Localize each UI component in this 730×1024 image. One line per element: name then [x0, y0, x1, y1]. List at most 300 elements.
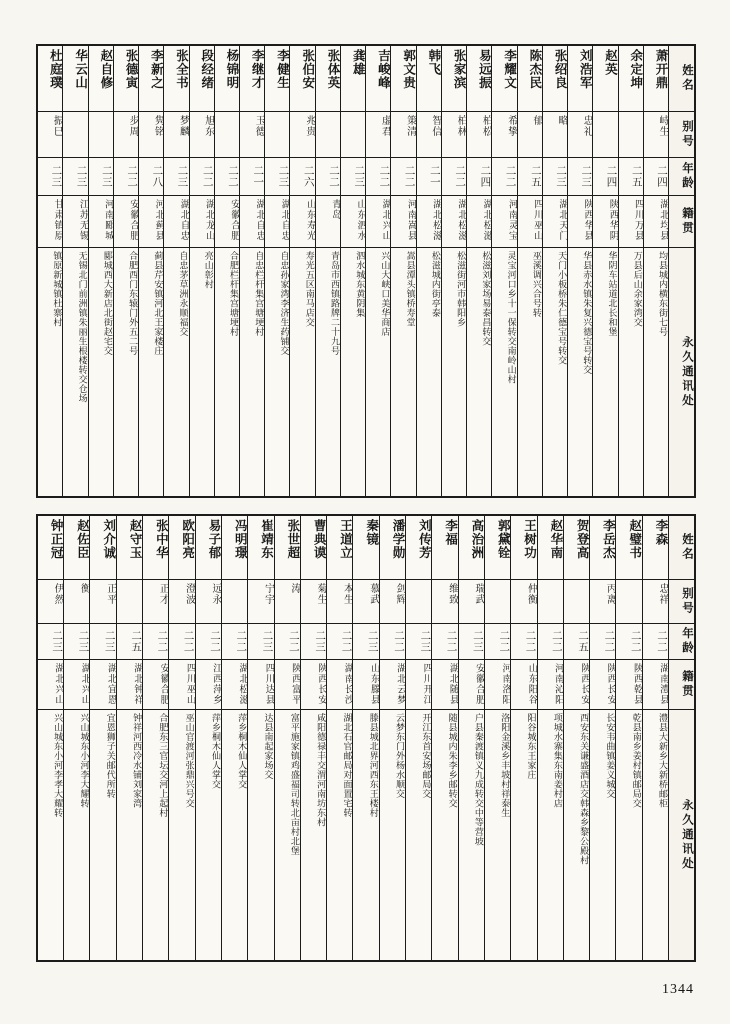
age-cell: 二八 [139, 158, 163, 196]
alias-cell: 步周 [114, 112, 138, 158]
origin-cell: 湖北均县 [644, 196, 668, 248]
alias-cell: 正才 [143, 580, 168, 624]
address-cell: 镇原新城镇杜寨村 [52, 251, 63, 327]
entry-column [163, 46, 188, 496]
name-cell: 余定坤 [619, 46, 643, 112]
origin-cell: 陕西长安 [590, 660, 615, 710]
entry-column [567, 46, 592, 496]
alias-cell: 略 [543, 112, 567, 158]
entry-column [88, 46, 113, 496]
age-cell: 二二 [222, 624, 247, 660]
address-cell: 松滋刘家场易泰昌转交 [481, 251, 492, 346]
origin-cell: 湖南长沙 [327, 660, 352, 710]
address-cell: 萍乡桐木仙人掌交 [237, 713, 248, 789]
age-cell: 二四 [593, 158, 617, 196]
entry-column [484, 516, 510, 960]
entry-column [38, 46, 62, 496]
origin-cell: 四川开江 [406, 660, 431, 710]
alias-cell [117, 580, 142, 624]
name-cell: 张德寅 [114, 46, 138, 112]
entry-column [458, 516, 484, 960]
entry-column [221, 516, 247, 960]
alias-cell: 宁宇 [248, 580, 273, 624]
alias-cell: 隽铭 [139, 112, 163, 158]
address-cell: 随县城内朱李乡邮转交 [447, 713, 458, 808]
address-cell: 兴山大峡口美华商店 [380, 251, 391, 337]
entry-column [416, 46, 441, 496]
address-cell: 华阴车站道北长和堡 [607, 251, 618, 337]
name-cell: 张绍良 [543, 46, 567, 112]
name-cell: 赵守玉 [117, 516, 142, 580]
age-cell: 二二 [196, 624, 221, 660]
address-cell: 合肥西门东辕门外五二号 [128, 251, 139, 356]
alias-cell [63, 112, 87, 158]
entry-column [300, 516, 326, 960]
alias-cell: 慕武 [353, 580, 378, 624]
address-cell: 华县赤水镇朱复兴德宝号转交 [582, 251, 593, 375]
age-cell: 二五 [518, 158, 542, 196]
origin-cell: 湖北兴山 [38, 660, 63, 710]
alias-header: 别号 [669, 112, 694, 158]
name-cell: 华云山 [63, 46, 87, 112]
entry-column [168, 516, 194, 960]
origin-cell: 河南郾城 [89, 196, 113, 248]
entry-column [365, 46, 390, 496]
age-cell: 二二 [169, 624, 194, 660]
address-cell: 松滋街河市韩阳乡 [456, 251, 467, 327]
age-cell: 二三 [64, 624, 89, 660]
address-cell: 泗水城东黄阴集 [355, 251, 366, 318]
alias-cell: 策清 [391, 112, 415, 158]
origin-cell: 江苏无锡 [63, 196, 87, 248]
origin-cell: 甘肃镇原 [38, 196, 62, 248]
age-cell: 二三 [459, 624, 484, 660]
address-cell: 项城水寨集东南姜村店 [552, 713, 563, 808]
entry-column [264, 46, 289, 496]
address-cell: 松滋城内街亭泰 [430, 251, 441, 318]
origin-cell: 山东寿光 [290, 196, 314, 248]
origin-cell: 湖北松滋 [417, 196, 441, 248]
name-cell: 张伯安 [290, 46, 314, 112]
age-cell: 二三 [63, 158, 87, 196]
age-cell: 二二 [432, 624, 457, 660]
entry-column [405, 516, 431, 960]
address-cell: 合肥东三官坛交河上起村 [158, 713, 169, 818]
age-cell: 二二 [485, 624, 510, 660]
name-cell: 王道立 [327, 516, 352, 580]
name-cell: 易子郁 [196, 516, 221, 580]
origin-cell: 四川巫山 [518, 196, 542, 248]
alias-cell: 峙生 [644, 112, 668, 158]
name-cell: 冯明璟 [222, 516, 247, 580]
age-cell: 二二 [114, 158, 138, 196]
name-cell: 刘介诚 [90, 516, 115, 580]
origin-cell: 湖北钟祥 [117, 660, 142, 710]
age-cell: 二二 [616, 624, 641, 660]
entry-column [537, 516, 563, 960]
alias-cell [593, 112, 617, 158]
entry-column [214, 46, 239, 496]
entry-column [195, 516, 221, 960]
origin-cell: 陕西长安 [564, 660, 589, 710]
address-cell: 兴山城东小河李孝大耀转 [53, 713, 64, 818]
alias-cell: 智信 [417, 112, 441, 158]
alias-cell: 梦麟 [164, 112, 188, 158]
age-cell: 二二 [643, 624, 668, 660]
name-cell: 李新之 [139, 46, 163, 112]
age-cell: 二四 [644, 158, 668, 196]
origin-cell: 安徽合肥 [459, 660, 484, 710]
address-cell: 兴山城东小河李大耀转 [79, 713, 90, 808]
name-cell: 赵佐臣 [64, 516, 89, 580]
age-cell: 二二 [366, 158, 390, 196]
age-cell: 二二 [380, 624, 405, 660]
origin-cell: 湖北天门 [543, 196, 567, 248]
name-cell: 李继才 [240, 46, 264, 112]
alias-cell: 正平 [90, 580, 115, 624]
entry-column [38, 516, 63, 960]
alias-cell: 衡 [64, 580, 89, 624]
directory-table-top [36, 44, 696, 498]
entry-column [517, 46, 542, 496]
age-cell: 二五 [619, 158, 643, 196]
entry-column [510, 516, 536, 960]
origin-cell: 河南沁阳 [538, 660, 563, 710]
entry-column [642, 516, 668, 960]
origin-cell: 河南嵩县 [391, 196, 415, 248]
address-cell: 郾城西大新店北街赵宅交 [102, 251, 113, 356]
name-cell: 郭黛铨 [485, 516, 510, 580]
alias-cell: 本生 [327, 580, 352, 624]
age-cell: 二三 [353, 624, 378, 660]
entry-column [390, 46, 415, 496]
alias-cell: 剑辉 [380, 580, 405, 624]
entry-column [431, 516, 457, 960]
entry-column [247, 516, 273, 960]
alias-cell: 希挚 [492, 112, 516, 158]
age-cell: 二一 [240, 158, 264, 196]
entry-column [352, 516, 378, 960]
address-cell: 阳谷城东王家庄 [526, 713, 537, 780]
name-cell: 曹典谟 [301, 516, 326, 580]
address-cell: 云梦东门外杨水顺交 [395, 713, 406, 799]
alias-cell [538, 580, 563, 624]
origin-cell: 陕西华县 [568, 196, 592, 248]
entry-column [116, 516, 142, 960]
name-cell: 张体英 [316, 46, 340, 112]
directory-table-bottom [36, 514, 696, 962]
entry-column [274, 516, 300, 960]
name-cell: 高治洲 [459, 516, 484, 580]
alias-cell: 丙离 [590, 580, 615, 624]
name-header: 姓名 [669, 46, 694, 112]
header-column [668, 516, 694, 960]
origin-cell: 河南灵宝 [492, 196, 516, 248]
alias-cell: 柏林 [442, 112, 466, 158]
age-cell: 二二 [511, 624, 536, 660]
alias-cell [89, 112, 113, 158]
alias-cell: 伊然 [38, 580, 63, 624]
entry-column [142, 516, 168, 960]
name-cell: 杨锦明 [215, 46, 239, 112]
origin-cell: 湖北兴山 [64, 660, 89, 710]
age-cell: 二三 [164, 158, 188, 196]
alias-cell: 兆贵 [290, 112, 314, 158]
age-cell: 二二 [215, 158, 239, 196]
name-cell: 陈杰民 [518, 46, 542, 112]
entry-column [618, 46, 643, 496]
alias-cell [564, 580, 589, 624]
alias-cell [215, 112, 239, 158]
address-cell: 钟祥河西冷水铺刘家湾 [132, 713, 143, 808]
origin-cell: 陕西乾县 [616, 660, 641, 710]
alias-cell: 忠祥 [643, 580, 668, 624]
age-cell: 二三 [543, 158, 567, 196]
alias-cell: 郁 [518, 112, 542, 158]
age-cell: 二二 [391, 158, 415, 196]
name-cell: 赵璧书 [616, 516, 641, 580]
age-cell: 二一 [417, 158, 441, 196]
address-cell: 均县城内横东街七号 [658, 251, 668, 337]
age-cell: 二五 [117, 624, 142, 660]
entry-column [239, 46, 264, 496]
age-cell: 二二 [190, 158, 214, 196]
address-cell: 万县后山余家湾交 [632, 251, 643, 327]
origin-cell: 山东阳谷 [511, 660, 536, 710]
origin-cell: 湖北随县 [432, 660, 457, 710]
entry-column [62, 46, 87, 496]
name-cell: 王树功 [511, 516, 536, 580]
address-cell: 澧县大新乡大新桥邮柜 [658, 713, 668, 808]
origin-cell: 陕西富平 [275, 660, 300, 710]
alias-cell: 忠礼 [568, 112, 592, 158]
address-cell: 自忠栏杆集宫塘埂村 [254, 251, 265, 337]
address-header: 永久通讯处 [681, 798, 693, 872]
origin-cell: 湖北松滋 [222, 660, 247, 710]
entry-column [466, 46, 491, 496]
origin-cell: 湖北云梦 [380, 660, 405, 710]
origin-cell: 四川万县 [619, 196, 643, 248]
origin-cell: 山东泗水 [341, 196, 365, 248]
alias-cell: 远永 [196, 580, 221, 624]
origin-cell: 湖南澧县 [643, 660, 668, 710]
age-cell: 二二 [442, 158, 466, 196]
name-cell: 李森 [643, 516, 668, 580]
entry-column [592, 46, 617, 496]
address-cell: 长安韦曲镇姜义城交 [605, 713, 616, 799]
entry-column [113, 46, 138, 496]
age-cell: 二二 [590, 624, 615, 660]
alias-cell [619, 112, 643, 158]
origin-cell: 青岛 [316, 196, 340, 248]
alias-cell: 澄波 [169, 580, 194, 624]
alias-cell [616, 580, 641, 624]
origin-cell: 安徽合肥 [114, 196, 138, 248]
age-cell: 二二 [275, 624, 300, 660]
address-header: 永久通讯处 [681, 335, 693, 409]
name-header: 姓名 [669, 516, 694, 580]
address-cell: 无锡北门前洲镇朱丽生根楼转交仓场 [77, 251, 88, 403]
entry-column [63, 516, 89, 960]
address-cell: 洛阳金溪乡丰坡村祥泰生 [500, 713, 511, 818]
age-cell: 二三 [248, 624, 273, 660]
alias-cell: 振巳 [38, 112, 62, 158]
age-cell: 二三 [265, 158, 289, 196]
alias-cell: 菊生 [301, 580, 326, 624]
entry-column [289, 46, 314, 496]
name-cell: 赵自修 [89, 46, 113, 112]
alias-cell [222, 580, 247, 624]
origin-cell: 四川巫山 [169, 660, 194, 710]
age-cell: 二二 [327, 624, 352, 660]
entry-column [138, 46, 163, 496]
origin-cell: 湖北兴山 [366, 196, 390, 248]
origin-cell: 陕西华阴 [593, 196, 617, 248]
origin-cell: 湖北自忠 [265, 196, 289, 248]
name-cell: 秦镜 [353, 516, 378, 580]
address-cell: 自忠茅草洲永顺福交 [178, 251, 189, 337]
address-cell: 寿光五区南马店交 [304, 251, 315, 327]
age-cell: 二四 [467, 158, 491, 196]
address-cell: 自忠孙家湾李济生药铺交 [279, 251, 290, 356]
origin-cell: 河北蓟县 [139, 196, 163, 248]
name-cell: 张家滨 [442, 46, 466, 112]
name-cell: 郭文贵 [391, 46, 415, 112]
alias-cell [265, 112, 289, 158]
origin-cell: 四川达县 [248, 660, 273, 710]
origin-cell: 湖北自忠 [164, 196, 188, 248]
age-cell: 二二 [143, 624, 168, 660]
age-header: 年龄 [669, 624, 694, 660]
name-cell: 赵华南 [538, 516, 563, 580]
alias-cell: 虚君 [366, 112, 390, 158]
name-cell: 贺登高 [564, 516, 589, 580]
address-cell: 合肥栏杆集宫塘埂村 [229, 251, 240, 337]
alias-cell: 仲衡 [511, 580, 536, 624]
address-cell: 达县南起家场交 [263, 713, 274, 780]
name-cell: 崔靖东 [248, 516, 273, 580]
origin-cell: 湖北龙山 [190, 196, 214, 248]
header-column [668, 46, 694, 496]
name-cell: 易远振 [467, 46, 491, 112]
name-cell: 刘传芳 [406, 516, 431, 580]
entry-column [89, 516, 115, 960]
entry-column [340, 46, 365, 496]
origin-cell: 江西萍乡 [196, 660, 221, 710]
origin-cell: 安徽合肥 [143, 660, 168, 710]
age-cell: 二三 [341, 158, 365, 196]
name-cell: 段经绪 [190, 46, 214, 112]
alias-cell: 瑞武 [459, 580, 484, 624]
address-cell: 开江东首安场邮局交 [421, 713, 432, 799]
address-cell: 青岛市西镇路牌二十九号 [329, 251, 340, 356]
alias-header: 别号 [669, 580, 694, 624]
age-cell: 二二 [538, 624, 563, 660]
address-cell: 巫山官渡河张鼎兴号交 [184, 713, 195, 808]
age-cell: 二三 [90, 624, 115, 660]
entry-column [189, 46, 214, 496]
name-cell: 萧开鼎 [644, 46, 668, 112]
address-cell: 宜恩狮子关邮代所转 [105, 713, 116, 799]
address-cell: 乾县南乡姜村镇邮局交 [631, 713, 642, 808]
alias-cell: 柏松 [467, 112, 491, 158]
name-cell: 张全书 [164, 46, 188, 112]
alias-cell: 旭东 [190, 112, 214, 158]
name-cell: 李健生 [265, 46, 289, 112]
origin-cell: 陕西长安 [301, 660, 326, 710]
address-cell: 嵩县潭头镇桥寿堂 [405, 251, 416, 327]
origin-cell: 湖北自忠 [240, 196, 264, 248]
origin-header: 籍贯 [669, 196, 694, 248]
entry-column [542, 46, 567, 496]
alias-cell: 维致 [432, 580, 457, 624]
page-number: 1344 [662, 982, 694, 997]
name-cell: 吉峻峰 [366, 46, 390, 112]
origin-cell: 湖北宜恩 [90, 660, 115, 710]
name-cell: 刘浩军 [568, 46, 592, 112]
origin-cell: 湖北松滋 [442, 196, 466, 248]
address-cell: 天门小板桥朱仁德宝号转交 [557, 251, 568, 365]
age-cell: 二三 [301, 624, 326, 660]
address-cell: 蓟县芹安镇河北王家楼庄 [153, 251, 164, 356]
entry-column [563, 516, 589, 960]
address-cell: 湖北石官邮局对面置宅转 [342, 713, 353, 818]
name-cell: 潘学勋 [380, 516, 405, 580]
alias-cell [406, 580, 431, 624]
alias-cell [316, 112, 340, 158]
address-cell: 亮山彰村 [203, 251, 214, 289]
entry-column [643, 46, 668, 496]
age-cell: 二二 [316, 158, 340, 196]
entry-column [441, 46, 466, 496]
alias-cell [485, 580, 510, 624]
address-cell: 萍乡桐木仙人掌交 [210, 713, 221, 789]
entry-column [491, 46, 516, 496]
entry-column [315, 46, 340, 496]
origin-cell: 湖北松滋 [467, 196, 491, 248]
origin-header: 籍贯 [669, 660, 694, 710]
name-cell: 李福 [432, 516, 457, 580]
age-cell: 二三 [38, 158, 62, 196]
name-cell: 钟正冠 [38, 516, 63, 580]
age-cell: 二三 [406, 624, 431, 660]
origin-cell: 安徽合肥 [215, 196, 239, 248]
alias-cell [341, 112, 365, 158]
address-cell: 灵宝河口乡十一保转交南岭山村 [506, 251, 517, 384]
address-cell: 富平施家镇鸡盛福司转北亩村北堡 [289, 713, 300, 856]
alias-cell: 涛 [275, 580, 300, 624]
address-cell: 西安东关谦盛酒店交韩森乡黎公殿村 [579, 713, 590, 865]
origin-cell: 山东滕县 [353, 660, 378, 710]
entry-column [589, 516, 615, 960]
name-cell: 李岳杰 [590, 516, 615, 580]
name-cell: 龚雄 [341, 46, 365, 112]
origin-cell: 河南洛阳 [485, 660, 510, 710]
name-cell: 韩飞 [417, 46, 441, 112]
entry-column [379, 516, 405, 960]
name-cell: 张中华 [143, 516, 168, 580]
age-cell: 二三 [89, 158, 113, 196]
address-cell: 滕县城北界河西东王楼村 [368, 713, 379, 818]
name-cell: 赵英 [593, 46, 617, 112]
age-cell: 二五 [564, 624, 589, 660]
name-cell: 欧阳亮 [169, 516, 194, 580]
age-cell: 二二 [492, 158, 516, 196]
age-cell: 二六 [290, 158, 314, 196]
name-cell: 张世超 [275, 516, 300, 580]
entry-column [326, 516, 352, 960]
age-cell: 二三 [38, 624, 63, 660]
